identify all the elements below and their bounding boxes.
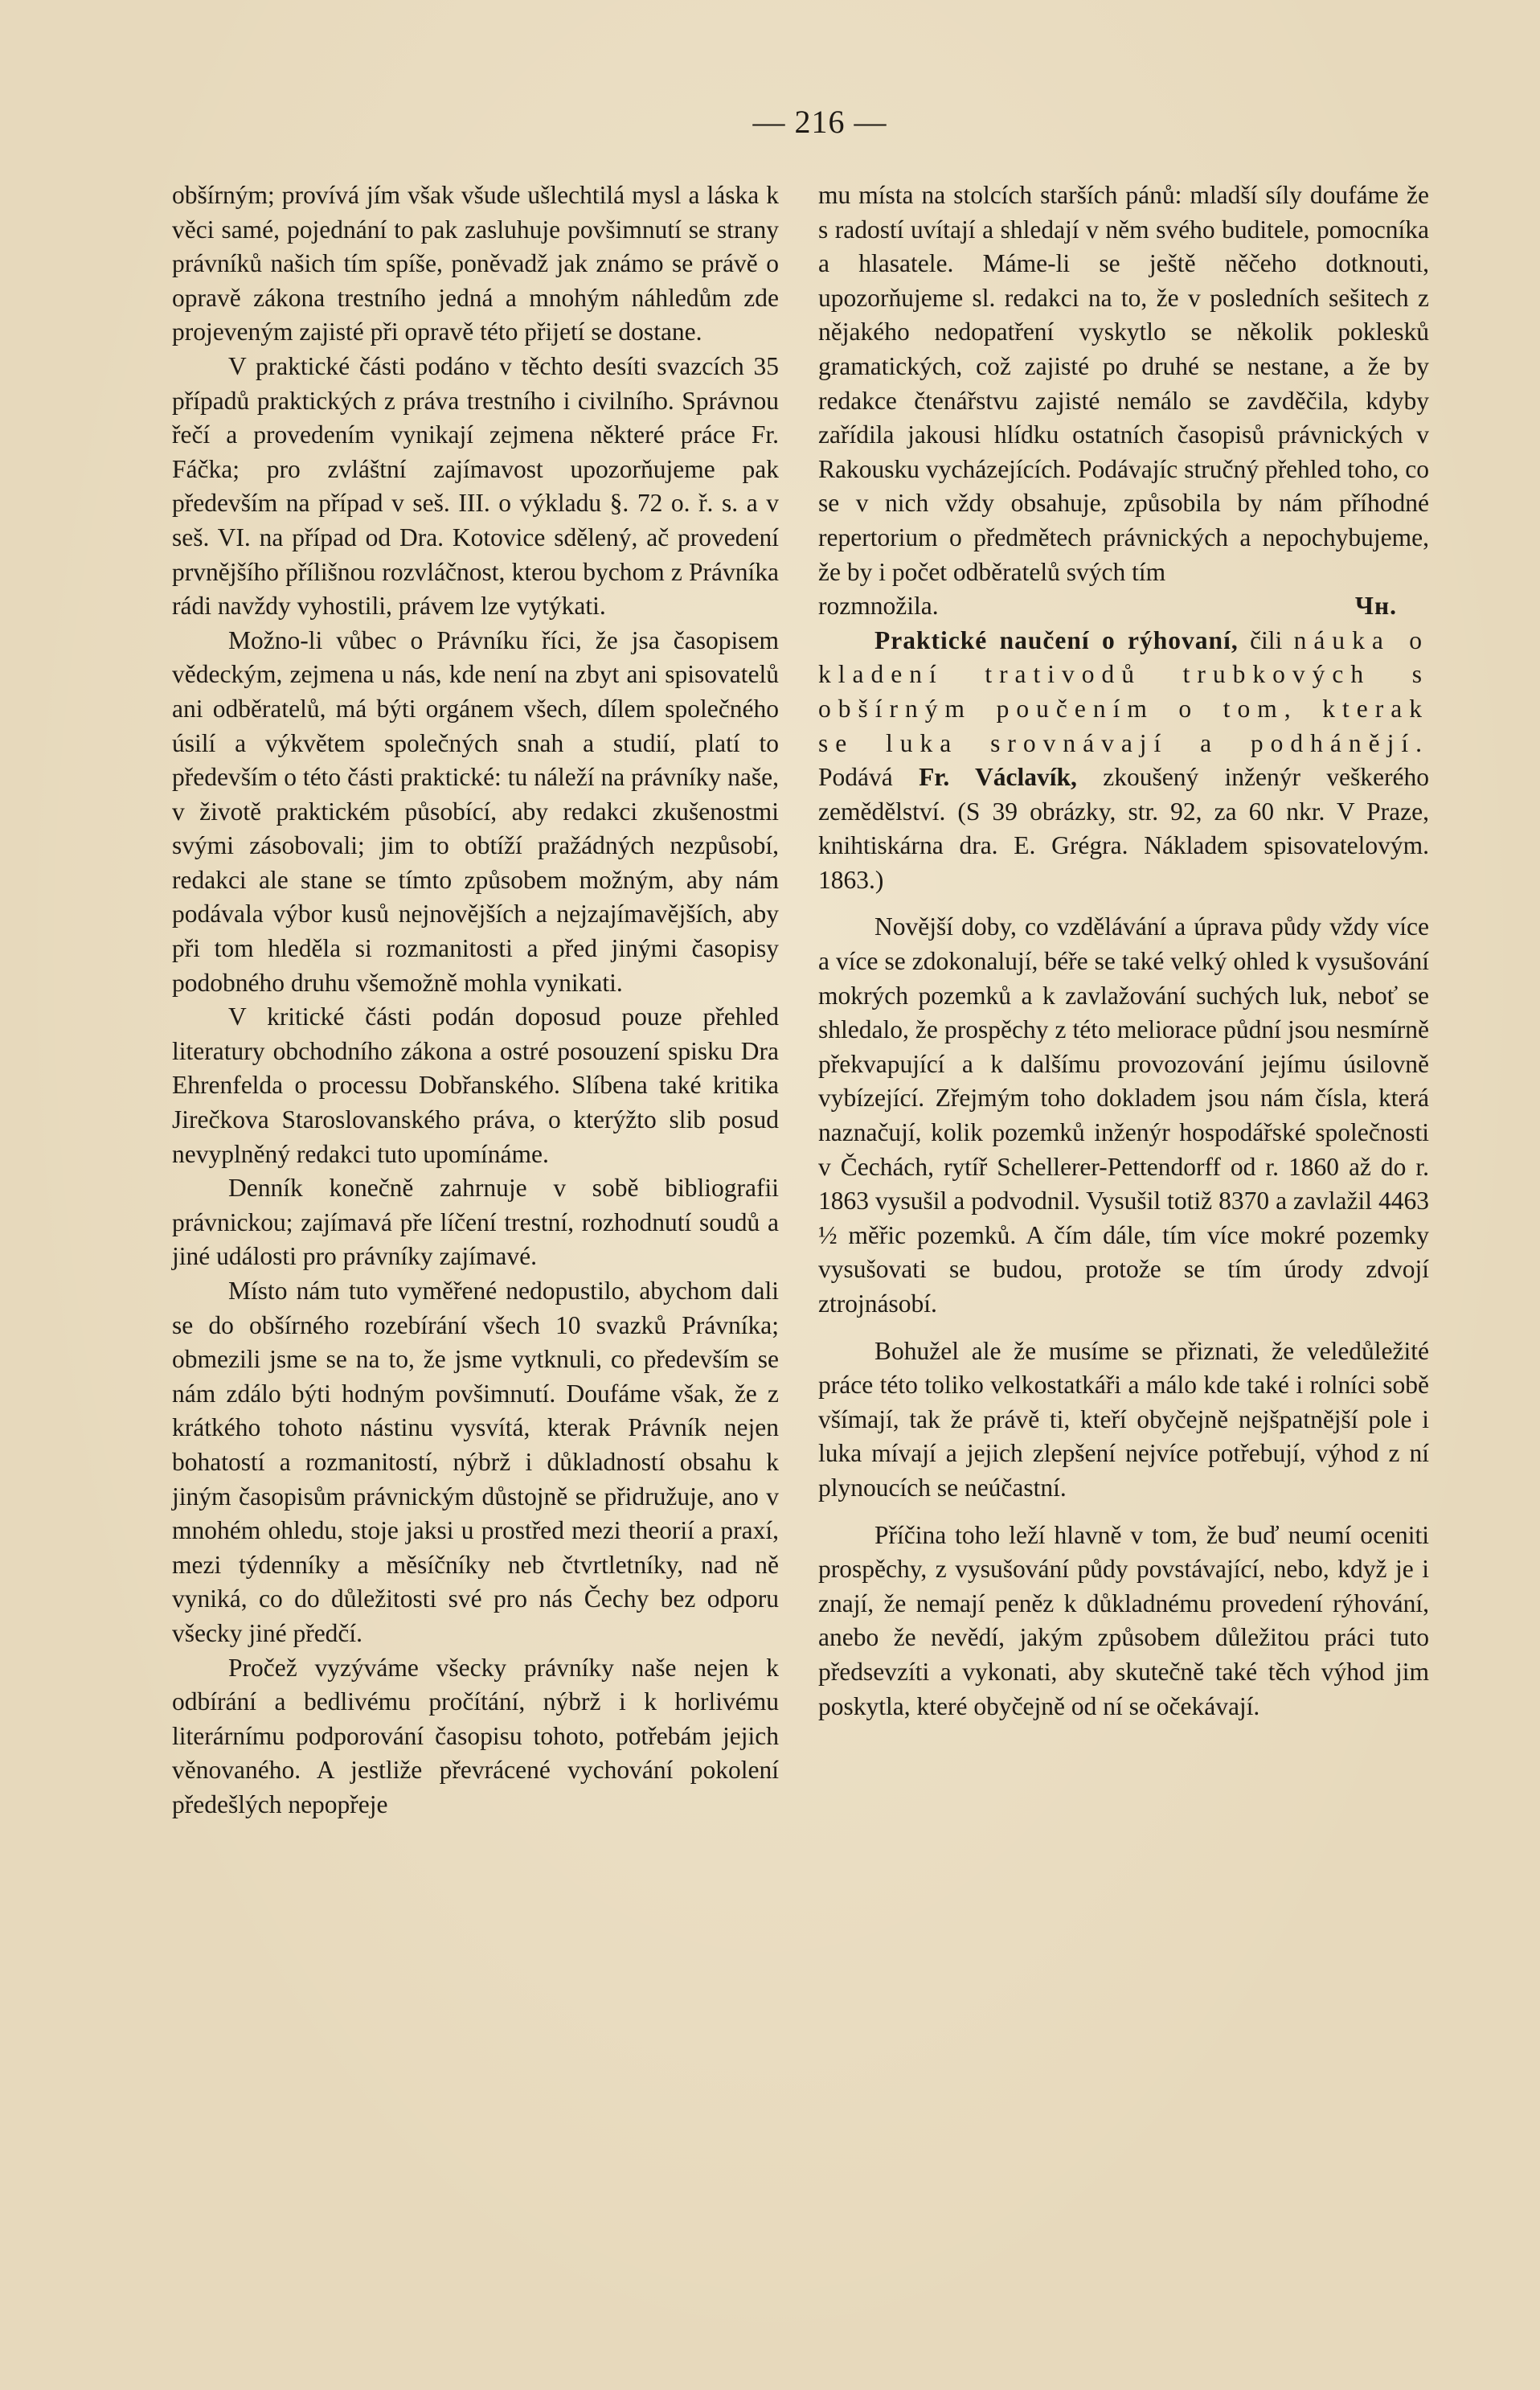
- review-subtitle: náuka o kladení trativodů trubkových s obšírným poučením o tom, kterak se luka srovnávají a podhánějí.: [818, 625, 1429, 757]
- review-title: Praktické naučení o rýhovaní,: [874, 625, 1239, 654]
- paragraph: Pročež vyzýváme všecky právníky naše nejen k odbírání a bedlivému pročítání, nýbrž i k horlivému literárnímu podporování časopisu tohoto, potřebám jejich věnovaného. A jestliže převrácené vychování pokolení předešlých nepopřeje: [172, 1653, 779, 1818]
- paragraph: V kritické části podán doposud pouze přehled literatury obchodního zákona a ostré posouzení spisku Dra Ehrenfelda o processu Dobřanského. Slíbena také kritika Jirečkova Staroslovanského práva, o kterýžto slib posud nevyplněný redakci tuto upomínáme.: [172, 1002, 779, 1168]
- closing-word: rozmnožila.: [818, 592, 939, 621]
- paragraph: V praktické části podáno v těchto desíti svazcích 35 případů praktických z práva trestního i civilního. Správnou řečí a provedením vynikají zejmena některé práce Fr. Fáčka; pro zvláštní zajímavost upozorňujeme pak především na případ v seš. III. o výkladu §. 72 o. ř. s. a v seš. VI. na případ od Dra. Kotovice sdělený, ač provedení prvnějšího přílišnou rozvláčnost, kterou bychom z Právníka rádi navždy vyhostili, právem lze vytýkati.: [172, 351, 779, 621]
- review-author: Fr. Václavík,: [919, 763, 1077, 792]
- review-heading: [818, 624, 1429, 898]
- review-author-intro: Podává: [818, 763, 893, 792]
- paragraph: obšírným; provívá jím však všude ušlechtilá mysl a láska k věci samé, pojednání to pak zasluhuje povšimnutí se strany právníků našich tím spíše, poněvadž jak známo se právě o opravě zákona trestního jedná a mnohým náhledům zde projeveným zajisté při opravě této přijetí se dostane.: [172, 181, 779, 346]
- paragraph: Denník konečně zahrnuje v sobě bibliografii právnickou; zajímavá pře líčení trestní, rozhodnutí soudů a jiné události pro právníky zajímavé.: [172, 1174, 779, 1271]
- paragraph-continuation: mu místa na stolcích starších pánů: mladší síly doufáme že s radostí uvítají a shledají v něm svého buditele, pomocníka a hlasatele. Máme-li se ještě něčeho dotknouti, upozorňujeme sl. redakci na to, že v posledních sešitech z nějakého nedopatření vyskytlo se několik poklesků gramatických, což zajisté po druhé se nestane, a že by redakce čtenářstvu zajisté nemálo se zavděčila, kdyby zařídila jakousi hlídku ostatních časopisů právnických v Rakousku vycházejících. Podávajíc stručný přehled toho, co se v nich vždy obsahuje, způsobila by nám příhodné repertorium o předmětech právnických a nepochybujeme, že by i počet odběratelů svých tím: [818, 181, 1429, 586]
- review-subtitle-intro: čili: [1250, 625, 1283, 654]
- spacer: [818, 1506, 1429, 1519]
- paragraph: Novější doby, co vzdělávání a úprava půdy vždy více a více se zdokonalují, béře se také velký ohled k vysušování mokrých pozemků a k zavlažování suchých luk, neboť se shledalo, že prospěchy z této meliorace půdní jsou nesmírně překvapující a k dalšímu provozování jejímu úsilovně vybízející. Zřejmým toho dokladem jsou nám čísla, která naznačují, kolik pozemků inženýr hospodářské společnosti v Čechách, rytíř Schellerer-Pettendorff od r. 1860 až do r. 1863 vysušil a podvodnil. Vysušil totiž 8370 a zavlažil 4463 ½ měřic pozemků. A čím dále, tím více mokré pozemky vysušovati se budou, protože se tím úrody zdvojí ztrojnásobí.: [818, 912, 1429, 1318]
- spacer: [818, 897, 1429, 910]
- paragraph: Místo nám tuto vyměřené nedopustilo, abychom dali se do obšírného rozebírání všech 10 svazků Právníka; obmezili jsme se na to, že jsme vytknuli, co především se nám zdálo býti hodným povšimnutí. Doufáme však, že z krátkého tohoto nástinu vysvítá, kterak Právník nejen bohatostí a rozmanitostí, nýbrž i důkladností obsahu k jiným časopisům právnickým důstojně se přidružuje, ano v mnohém ohledu, stoje jaksi u prostřed mezi theorií a praxí, mezi týdenníky a měsíčníky neb čtvrtletníky, nad ně vyniká, co do důležitosti své pro nás Čechy bez odporu všecky jiné předčí.: [172, 1277, 779, 1647]
- spacer: [818, 1322, 1429, 1334]
- right-column: [818, 178, 1429, 1724]
- paragraph: Bohužel ale že musíme se přiznati, že veledůležité práce této toliko velkostatkáři a málo kde také i rolníci sobě všímají, tak že právě ti, kteří obyčejně nejšpatnější pole i luka mívají a jejich zlepšení nejvíce potřebují, výhod z ní plynoucích se neúčastní.: [818, 1336, 1429, 1502]
- author-signature: Чн.: [1354, 592, 1397, 621]
- paragraph: Možno-li vůbec o Právníku říci, že jsa časopisem vědeckým, zejmena u nás, kde není na zbyt ani spisovatelů ani odběratelů, má býti orgánem všech, dílem společného úsilí a výkvětem společných snah a studií, platí to především o této části praktické: tu náleží na právníky naše, v životě praktickém působící, aby redakci zkušenostmi svými zásobovali; jim to obtíží pražádných nezpůsobí, redakci ale stane se tímto způsobem možným, aby nám podávala výbor kusů nejnovějších a nejzajímavějších, aby při tom hleděla si rozmanitosti a před jinými časopisy podobného druhu všemožně mohla vynikati.: [172, 625, 779, 997]
- review-publication-details: zkoušený inženýr veškerého zemědělství. (S 39 obrázky, str. 92, za 60 nkr. V Praze, knihtiskárna dra. E. Grégra. Nákladem spisovatelovým. 1863.): [818, 763, 1430, 894]
- signature-line: [818, 589, 1429, 624]
- page-number: — 216 —: [752, 104, 887, 140]
- left-column: [172, 178, 779, 1822]
- paragraph: Příčina toho leží hlavně v tom, že buď neumí oceniti prospěchy, z vysušování půdy povstávající, nebo, když je i znají, že nemají peněz k důkladnému provedení rýhování, anebo že nevědí, jakým způsobem důležitou práci tuto předsevzíti a vykonati, aby skutečně také těch výhod jim poskytla, které obyčejně od ní se očekávají.: [818, 1520, 1429, 1720]
